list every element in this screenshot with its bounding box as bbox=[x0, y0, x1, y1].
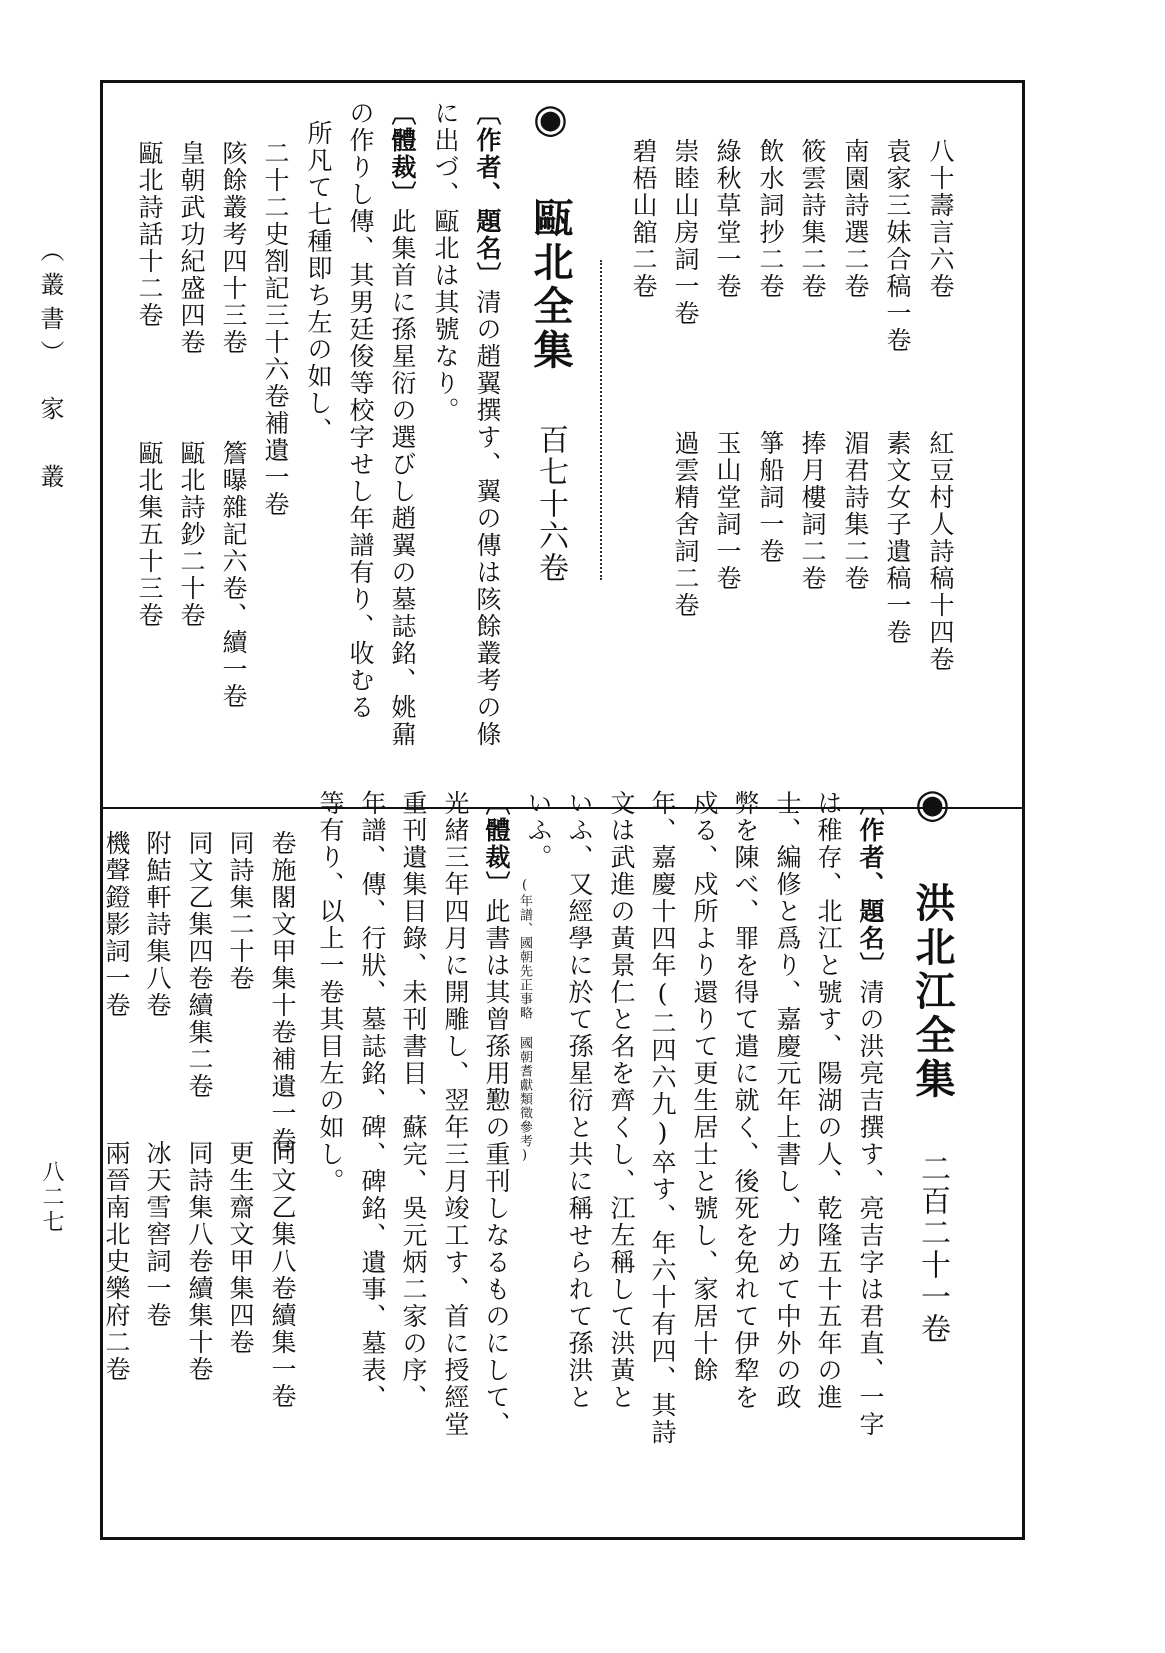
side-label: （叢書） 家 叢 bbox=[36, 238, 64, 498]
work-item: 甌北詩鈔二十卷 bbox=[177, 440, 206, 629]
text-line: 士、編修と爲り、嘉慶元年上書し、力めて中外の政 bbox=[773, 790, 802, 1411]
work-item: 更生齋文甲集四卷 bbox=[226, 1140, 255, 1356]
bullet-mark-icon: ◉ bbox=[909, 780, 956, 831]
list-item: 八十壽言六卷 bbox=[926, 138, 955, 300]
list-item: 過雲精舍詞二卷 bbox=[671, 430, 700, 619]
list-item: 筱雲詩集二卷 bbox=[798, 138, 827, 300]
work-item: 卷施閣文甲集十卷補遺一卷 bbox=[268, 830, 297, 1154]
style-label: 〔體裁〕 bbox=[482, 790, 511, 898]
work-item: 甌北詩話十二卷 bbox=[135, 140, 164, 329]
author-label: 〔作者、題名〕 bbox=[856, 790, 885, 979]
work-item: 陔餘叢考四十三卷 bbox=[219, 140, 248, 356]
text-line: いふ、又經學に於て孫星衍と共に稱せられて孫洪と bbox=[565, 790, 594, 1411]
title-text: 洪北江全集 bbox=[909, 882, 956, 1102]
list-item: 南園詩選二卷 bbox=[841, 138, 870, 300]
entry-title bbox=[527, 95, 574, 584]
work-item: 兩晉南北史樂府二卷 bbox=[102, 1140, 131, 1383]
dotted-separator bbox=[600, 260, 602, 580]
work-item: 機聲鐙影詞一卷 bbox=[102, 830, 131, 1019]
text-line: いふ。 bbox=[524, 790, 553, 871]
list-item: 崇睦山房詞一卷 bbox=[671, 138, 700, 327]
style-label: 〔體裁〕 bbox=[388, 100, 417, 208]
text-line: 弊を陳べ、罪を得て遣に就く、後死を免れて伊犂を bbox=[731, 790, 760, 1411]
work-item: 二十二史劄記三十六卷補遺一卷 bbox=[261, 140, 290, 518]
title-text: 甌北全集 bbox=[527, 197, 574, 373]
entry-title bbox=[909, 780, 956, 1345]
text-line: 等有り、以上一卷其目左の如し。 bbox=[316, 790, 345, 1195]
text-line: 文は武進の黃景仁と名を齊くし、江左稱して洪黃と bbox=[607, 790, 636, 1411]
work-item: 同文乙集八卷續集一卷 bbox=[268, 1140, 297, 1410]
list-item: 湄君詩集二卷 bbox=[841, 430, 870, 592]
list-item: 素文女子遺稿一卷 bbox=[883, 430, 912, 646]
work-item: 冰天雪窖詞一卷 bbox=[143, 1140, 172, 1329]
work-item: 甌北集五十三卷 bbox=[135, 440, 164, 629]
text-line: に出づ、甌北は其號なり。 bbox=[431, 100, 460, 424]
style-paragraph bbox=[484, 790, 509, 1438]
author-text: 清の趙翼撰す、翼の傳は陔餘叢考の條 bbox=[473, 289, 502, 748]
author-paragraph bbox=[858, 790, 883, 1438]
style-text: 此集首に孫星衍の選びし趙翼の墓誌銘、姚鼐 bbox=[388, 208, 417, 748]
author-text: 清の洪亮吉撰す、亮吉字は君直、一字 bbox=[856, 979, 885, 1438]
text-line: 重刊遺集目錄、未刊書目、蘇完、吳元炳二家の序、 bbox=[399, 790, 428, 1411]
list-item: 綠秋草堂一卷 bbox=[713, 138, 742, 300]
list-item: 玉山堂詞一卷 bbox=[713, 430, 742, 592]
list-item: 箏船詞一卷 bbox=[756, 430, 785, 565]
work-item: 同詩集八卷續集十卷 bbox=[185, 1140, 214, 1383]
reference-note: (年譜、國朝先正事略 國朝耆獻類徵參考) bbox=[517, 878, 532, 1164]
author-paragraph bbox=[475, 100, 500, 748]
title-volumes: 百七十六卷 bbox=[533, 424, 568, 584]
style-text: 此書は其曾孫用懃の重刊しなるものにして、 bbox=[482, 898, 511, 1438]
text-line: の作りし傳、其男廷俊等校字せし年譜有り、收むる bbox=[346, 100, 375, 721]
work-item: 附鮚軒詩集八卷 bbox=[143, 830, 172, 1019]
work-item: 皇朝武功紀盛四卷 bbox=[177, 140, 206, 356]
title-volumes: 二百二十一卷 bbox=[915, 1153, 950, 1345]
work-item: 簷曝雜記六卷、續一卷 bbox=[219, 440, 248, 710]
page-number: 八二七 bbox=[39, 1160, 64, 1235]
work-item: 同詩集二十卷 bbox=[226, 830, 255, 992]
text-line: 所凡て七種即ち左の如し、 bbox=[304, 120, 333, 444]
work-item: 同文乙集四卷續集二卷 bbox=[185, 830, 214, 1100]
section-divider bbox=[100, 807, 1025, 809]
list-item: 袁家三妹合稿一卷 bbox=[883, 138, 912, 354]
text-line: 年、嘉慶十四年(二四六九)卒す、年六十有四、其詩 bbox=[648, 790, 677, 1446]
text-line: 戍る、戍所より還りて更生居士と號し、家居十餘 bbox=[690, 790, 719, 1384]
style-paragraph bbox=[390, 100, 415, 748]
text-line: 年譜、傳、行狀、墓誌銘、碑、碑銘、遺事、墓表、 bbox=[358, 790, 387, 1411]
author-label: 〔作者、題名〕 bbox=[473, 100, 502, 289]
list-item: 飲水詞抄二卷 bbox=[756, 138, 785, 300]
list-item: 捧月樓詞二卷 bbox=[798, 430, 827, 592]
bullet-mark-icon: ◉ bbox=[527, 95, 574, 146]
text-line: は稚存、北江と號す、陽湖の人、乾隆五十五年の進 bbox=[814, 790, 843, 1411]
list-item: 紅豆村人詩稿十四卷 bbox=[926, 430, 955, 673]
text-line: 光緒三年四月に開雕し、翌年三月竣工す、首に授經堂 bbox=[441, 790, 470, 1438]
list-item: 碧梧山舘二卷 bbox=[629, 138, 658, 300]
